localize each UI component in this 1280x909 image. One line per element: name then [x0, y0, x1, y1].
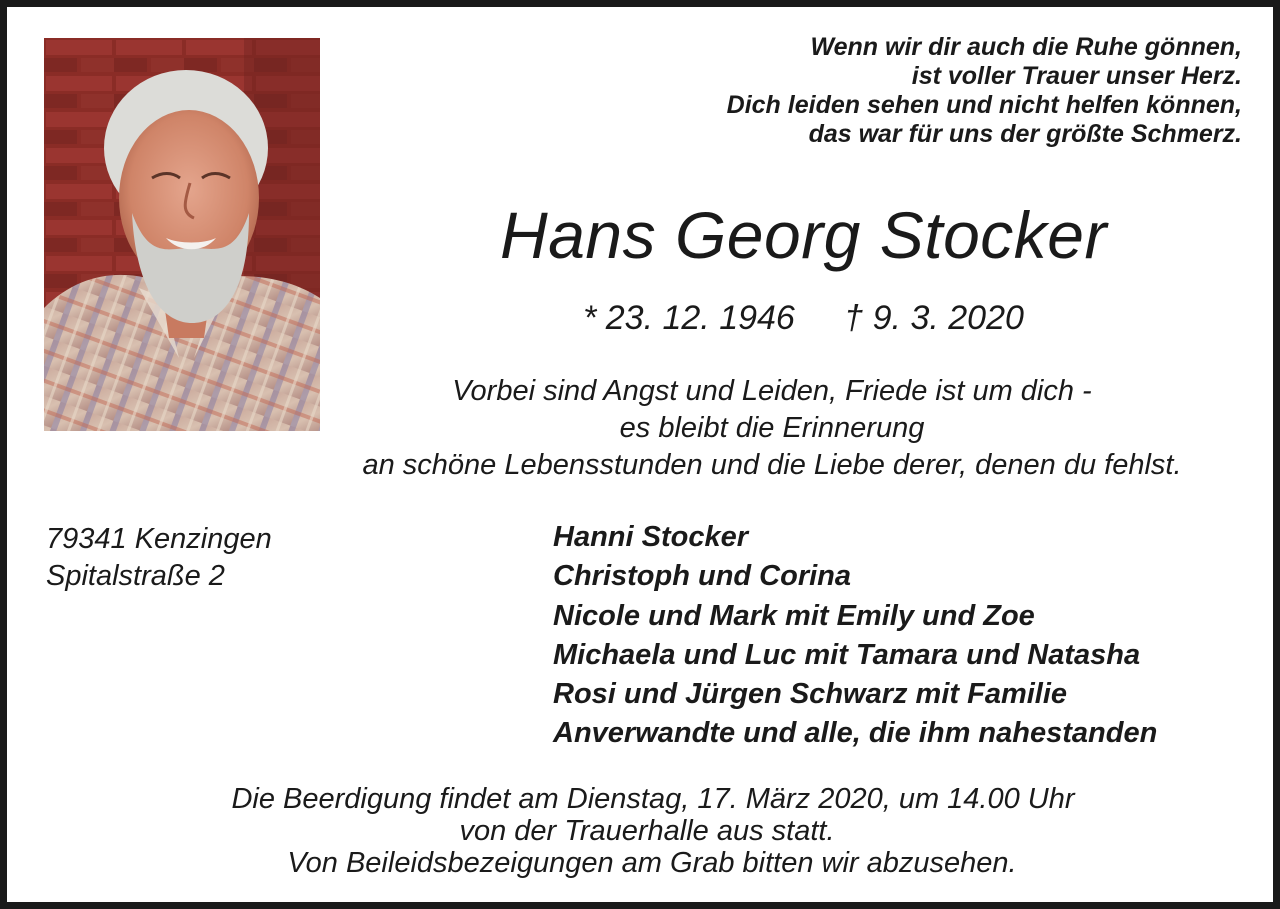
funeral-line: Die Beerdigung findet am Dienstag, 17. März 2020, um 14.00 Uhr — [231, 783, 1075, 815]
funeral-line: von der Trauerhalle aus statt. — [459, 815, 835, 847]
verse-line: an schöne Lebensstunden und die Liebe derer, denen du fehlst. — [362, 449, 1182, 481]
poem-line: Wenn wir dir auch die Ruhe gönnen, — [810, 33, 1242, 61]
mourners-list — [553, 518, 1157, 754]
opening-poem — [542, 33, 1242, 149]
mourner-entry: Rosi und Jürgen Schwarz mit Familie — [553, 678, 1068, 711]
deceased-name: Hans Georg Stocker — [500, 198, 1107, 272]
poem-line: das war für uns der größte Schmerz. — [808, 120, 1242, 148]
mourner-entry: Nicole und Mark mit Emily und Zoe — [553, 599, 1035, 632]
family-address — [46, 521, 272, 595]
poem-line: ist voller Trauer unser Herz. — [911, 62, 1242, 90]
life-dates — [320, 297, 1280, 339]
verse-line: es bleibt die Erinnerung — [619, 412, 925, 444]
death-date: † 9. 3. 2020 — [844, 299, 1024, 337]
poem-line: Dich leiden sehen und nicht helfen können, — [726, 91, 1242, 119]
mourner-entry: Anverwandte und alle, die ihm nahestanden — [553, 717, 1158, 750]
mourner-entry: Christoph und Corina — [553, 560, 852, 593]
verse-line: Vorbei sind Angst und Leiden, Friede ist um dich - — [452, 375, 1092, 407]
mourner-entry: Michaela und Luc mit Tamara und Natasha — [553, 638, 1141, 671]
birth-date: * 23. 12. 1946 — [583, 299, 795, 337]
memorial-verse — [257, 373, 1280, 484]
funeral-notice — [7, 783, 1280, 879]
address-street: Spitalstraße 2 — [46, 560, 225, 592]
mourner-entry: Hanni Stocker — [553, 521, 748, 553]
address-city: 79341 Kenzingen — [46, 523, 272, 555]
funeral-line: Von Beileidsbezeigungen am Grab bitten wir abzusehen. — [287, 847, 1017, 879]
